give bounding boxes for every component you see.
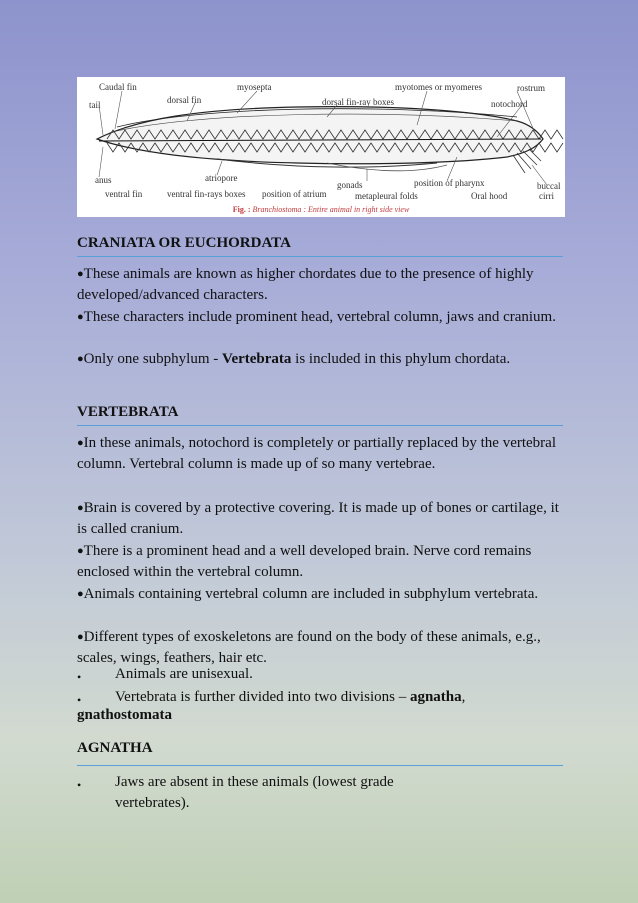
figure-caption bbox=[77, 205, 565, 214]
label-caudal-fin: Caudal fin bbox=[99, 82, 137, 92]
label-dorsal-fin-ray-boxes: dorsal fin-ray boxes bbox=[322, 97, 394, 107]
agnatha-point-1: Jaws are absent in these animals (lowest grade vertebrates). bbox=[115, 774, 394, 811]
bullet-dot: ● bbox=[77, 502, 84, 514]
label-gonads: gonads bbox=[337, 180, 363, 190]
label-notochord: notochord bbox=[491, 99, 528, 109]
bullet-dot: • bbox=[77, 670, 82, 684]
vertebrata-point-5: ●Different types of exoskeletons are found on the body of these animals, e.g., scales, wings, feathers, hair etc. bbox=[77, 629, 541, 666]
vertebrata-point-7: Vertebrata is further divided into two divisions – agnatha, bbox=[115, 689, 466, 705]
label-atriopore: atriopore bbox=[205, 173, 238, 183]
label-buccal: buccal bbox=[537, 181, 561, 191]
label-tail: tail bbox=[89, 100, 101, 110]
section-heading-vertebrata: VERTEBRATA bbox=[77, 404, 179, 420]
label-ventral-fin-ray-boxes: ventral fin-rays boxes bbox=[167, 189, 246, 199]
bullet-dot: ● bbox=[77, 588, 84, 600]
label-myosepta: myosepta bbox=[237, 82, 272, 92]
bullet-dot: ● bbox=[77, 353, 84, 365]
vertebrata-point-7-continued: gnathostomata bbox=[77, 707, 173, 723]
vertebrata-point-2: ●Brain is covered by a protective covering. It is made up of bones or cartilage, it is called cranium. bbox=[77, 500, 559, 537]
label-dorsal-fin: dorsal fin bbox=[167, 95, 202, 105]
bullet-dot: ● bbox=[77, 311, 84, 323]
section-heading-craniata: CRANIATA OR EUCHORDATA bbox=[77, 235, 291, 251]
label-rostrum: rostrum bbox=[517, 83, 545, 93]
vertebrata-point-4: ●Animals containing vertebral column are included in subphylum vertebrata. bbox=[77, 586, 539, 602]
label-cirri: cirri bbox=[539, 191, 554, 201]
bullet-dot: • bbox=[77, 778, 82, 792]
section-divider bbox=[77, 256, 563, 257]
vertebrata-point-6: Animals are unisexual. bbox=[115, 666, 253, 682]
label-oral-hood: Oral hood bbox=[471, 191, 508, 201]
vertebrata-point-1: ●In these animals, notochord is completely or partially replaced by the vertebral column. Vertebral column is made up of so many vertebrae. bbox=[77, 435, 556, 472]
bullet-dot: ● bbox=[77, 631, 84, 643]
craniata-point-2: ●These characters include prominent head, vertebral column, jaws and cranium. bbox=[77, 309, 556, 325]
bullet-dot: ● bbox=[77, 268, 84, 280]
section-heading-agnatha: AGNATHA bbox=[77, 740, 153, 756]
figure-caption-prefix: Fig. : bbox=[232, 205, 251, 214]
figure-caption-text: Branchiostoma : Entire animal in right side view bbox=[252, 205, 410, 214]
section-divider bbox=[77, 425, 563, 426]
bullet-dot: ● bbox=[77, 437, 84, 449]
label-ventral-fin: ventral fin bbox=[105, 189, 143, 199]
craniata-point-1: ●These animals are known as higher chordates due to the presence of highly developed/advanced characters. bbox=[77, 266, 534, 303]
label-metapleural-folds: metapleural folds bbox=[355, 191, 418, 201]
branchiostoma-figure bbox=[77, 77, 565, 217]
bullet-dot: ● bbox=[77, 545, 84, 557]
vertebrata-point-3: ●There is a prominent head and a well developed brain. Nerve cord remains enclosed within the vertebral column. bbox=[77, 543, 532, 580]
label-anus: anus bbox=[95, 175, 112, 185]
bullet-dot: • bbox=[77, 693, 82, 707]
section-divider bbox=[77, 765, 563, 766]
craniata-point-3: ●Only one subphylum - Vertebrata is included in this phylum chordata. bbox=[77, 351, 511, 367]
label-position-of-pharynx: position of pharynx bbox=[414, 178, 485, 188]
label-position-of-atrium: position of atrium bbox=[262, 189, 327, 199]
label-myotomes: myotomes or myomeres bbox=[395, 82, 482, 92]
